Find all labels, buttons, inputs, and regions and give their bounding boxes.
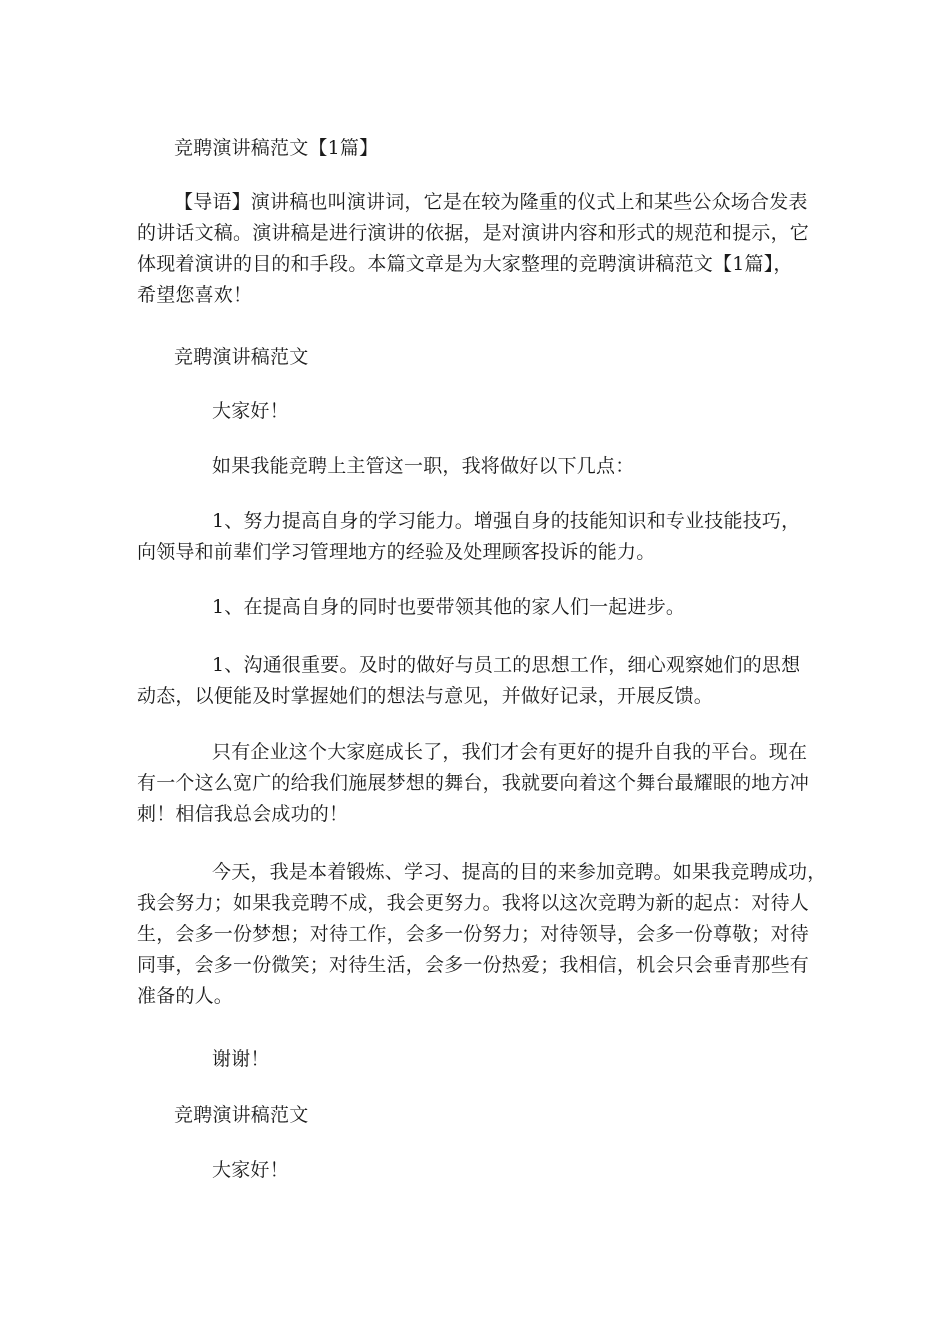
intro-line-4: 希望您喜欢！ — [137, 284, 253, 306]
today-line-4: 同事，会多一份微笑；对待生活，会多一份热爱；我相信，机会只会垂青那些有 — [137, 954, 810, 976]
section-heading-2: 竞聘演讲稿范文 — [174, 1104, 309, 1126]
paragraph-today — [137, 857, 827, 1012]
intro-line-1: 【导语】演讲稿也叫演讲词，它是在较为隆重的仪式上和某些公众场合发表 — [174, 191, 808, 213]
point-3-line-1: 1、沟通很重要。及时的做好与员工的思想工作，细心观察她们的思想 — [212, 654, 801, 676]
paragraph-if: 如果我能竞聘上主管这一职，我将做好以下几点： — [212, 455, 635, 477]
point-3-paragraph — [137, 650, 827, 712]
intro-paragraph — [137, 187, 827, 311]
today-line-3: 生，会多一份梦想；对待工作，会多一份努力；对待领导，会多一份尊敬；对待 — [137, 923, 810, 945]
point-2-paragraph: 1、在提高自身的同时也要带领其他的家人们一起进步。 — [212, 596, 686, 618]
point-1-line-1: 1、努力提高自身的学习能力。增强自身的技能知识和专业技能技巧， — [212, 510, 801, 532]
thanks: 谢谢！ — [212, 1048, 270, 1070]
today-line-1: 今天，我是本着锻炼、学习、提高的目的来参加竞聘。如果我竞聘成功， — [212, 861, 827, 883]
only-line-3: 刺！相信我总会成功的！ — [137, 803, 349, 825]
greeting-2: 大家好！ — [212, 1159, 289, 1181]
only-line-2: 有一个这么宽广的给我们施展梦想的舞台，我就要向着这个舞台最耀眼的地方冲 — [137, 772, 810, 794]
document-title: 竞聘演讲稿范文【1篇】 — [174, 137, 379, 159]
only-line-1: 只有企业这个大家庭成长了，我们才会有更好的提升自我的平台。现在 — [212, 741, 808, 763]
intro-line-3: 体现着演讲的目的和手段。本篇文章是为大家整理的竞聘演讲稿范文【1篇】， — [137, 253, 793, 275]
paragraph-only — [137, 737, 827, 830]
point-3-line-2: 动态，以便能及时掌握她们的想法与意见，并做好记录，开展反馈。 — [137, 685, 714, 707]
today-line-5: 准备的人。 — [137, 985, 234, 1007]
greeting: 大家好！ — [212, 400, 289, 422]
section-heading: 竞聘演讲稿范文 — [174, 346, 309, 368]
today-line-2: 我会努力；如果我竞聘不成，我会更努力。我将以这次竞聘为新的起点：对待人 — [137, 892, 810, 914]
point-1-line-2: 向领导和前辈们学习管理地方的经验及处理顾客投诉的能力。 — [137, 541, 656, 563]
intro-line-2: 的讲话文稿。演讲稿是进行演讲的依据，是对演讲内容和形式的规范和提示，它 — [137, 222, 810, 244]
point-1-paragraph — [137, 506, 827, 568]
